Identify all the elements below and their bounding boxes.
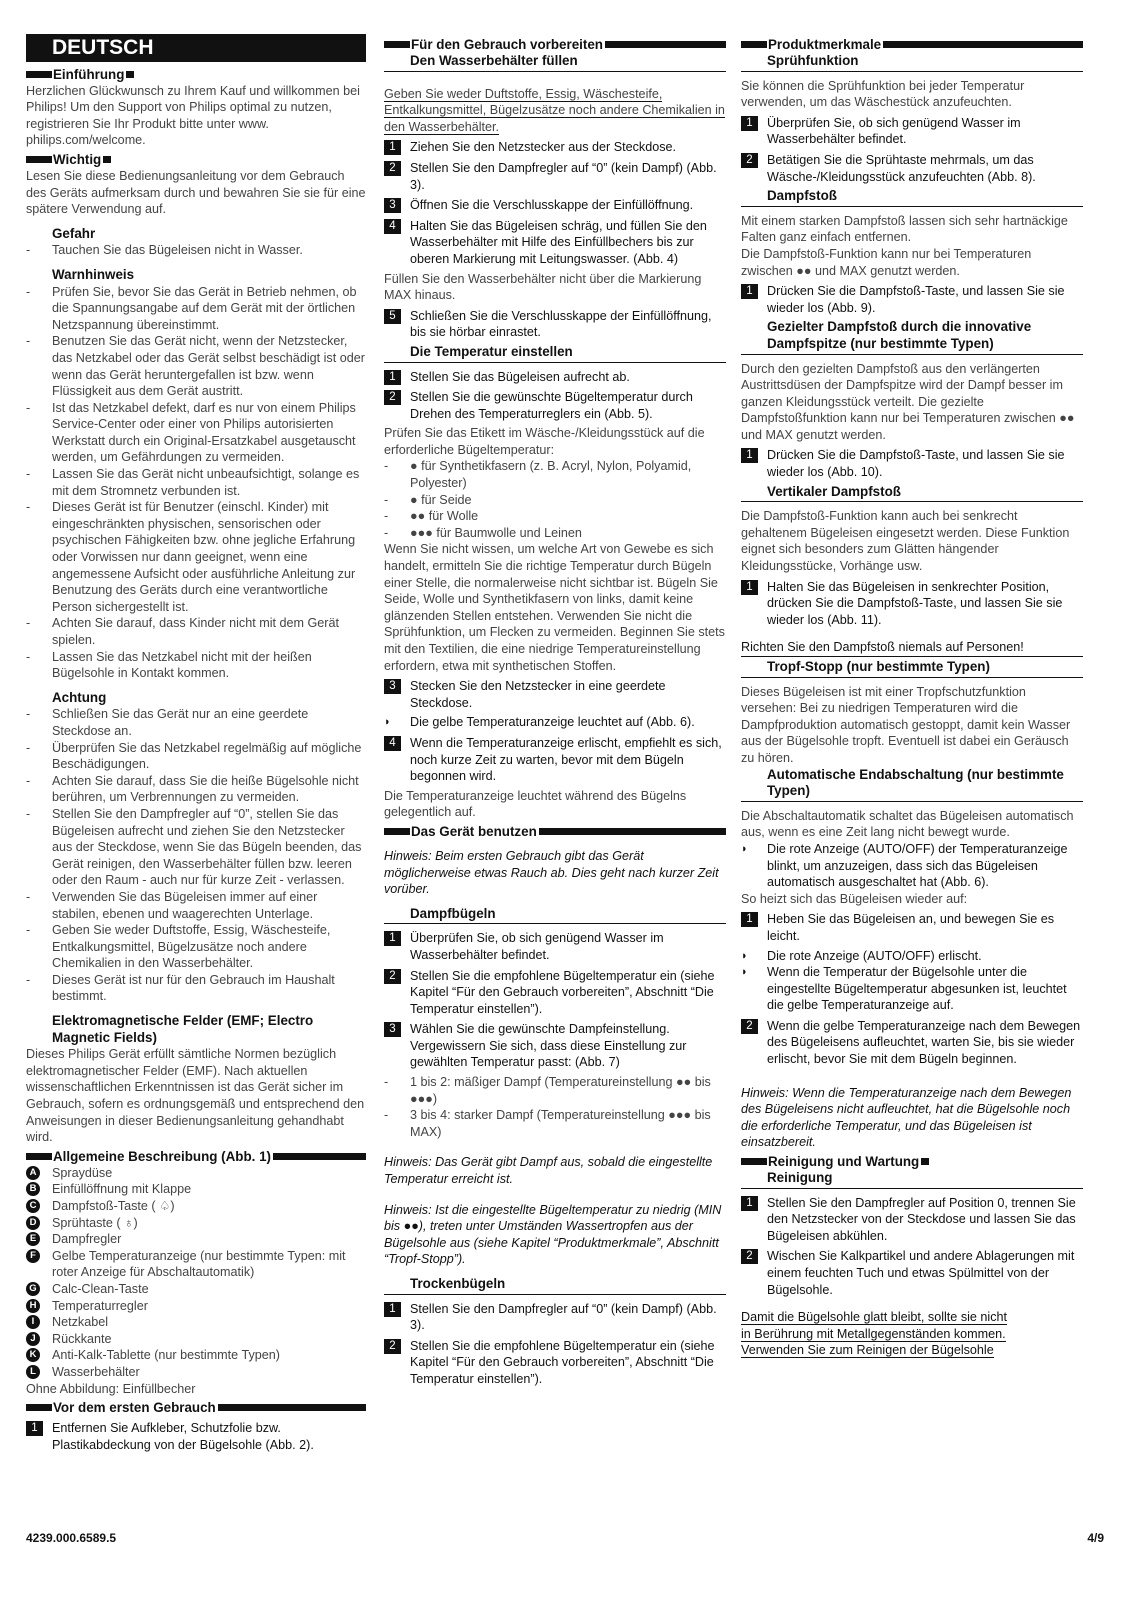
hint-text: Hinweis: Beim ersten Gebrauch gibt das Gerät möglicherweise etwas Rauch ab. Dies geht nach kurzer Zeit vorüber. <box>384 848 719 897</box>
step-item: 2 Stellen Sie die empfohlene Bügeltemperatur ein (siehe Kapitel “Für den Gebrauch vorbereiten”, Abschnitt “Die Temperatur einstellen”). <box>384 968 726 1018</box>
part-item: G Calc-Clean-Taste <box>26 1281 366 1298</box>
step-item: 2 Wischen Sie Kalkpartikel und andere Ablagerungen mit einem feuchten Tuch und etwas Spülmittel von der Bügelsohle. <box>741 1248 1083 1298</box>
list-item: - 3 bis 4: starker Dampf (Temperatureinstellung ●●● bis MAX) <box>384 1108 711 1139</box>
step-item: 1 Ziehen Sie den Netzstecker aus der Steckdose. <box>384 139 726 156</box>
list-item: - ●● für Wolle <box>384 509 479 524</box>
subheading-emf: Elektromagnetische Felder (EMF; Electro Magnetic Fields) <box>52 1013 314 1045</box>
section-heading-produktmerkmale: Produktmerkmale <box>741 36 1083 53</box>
subheading-endabschaltung: Automatische Endabschaltung (nur bestimmte Typen) <box>741 767 1083 802</box>
wichtig-text: Lesen Sie diese Bedienungsanleitung vor dem Gebrauch des Geräts aufmerksam durch und bewahren Sie sie für eine spätere Verwendung auf. <box>26 168 366 217</box>
list-item: - Überprüfen Sie das Netzkabel regelmäßig auf mögliche Beschädigungen. <box>26 740 362 772</box>
subheading-gefahr: Gefahr <box>52 225 96 241</box>
arrow-icon: ◗ <box>384 716 391 729</box>
step-item: 2 Stellen Sie die gewünschte Bügeltemperatur durch Drehen des Temperaturreglers ein (Abb. 5). <box>384 389 726 422</box>
column-3 <box>741 34 1083 1359</box>
hint-text: Hinweis: Wenn die Temperaturanzeige nach dem Bewegen des Bügeleisens nicht aufleuchtet, hat die Bügelsohle noch die erforderliche Temperatur, und das Bügeleisen ist einsatzbereit. <box>741 1085 1072 1150</box>
step-item: 1 Entfernen Sie Aufkleber, Schutzfolie bzw. Plastikabdeckung von der Bügelsohle (Abb. 2). <box>26 1420 366 1453</box>
list-item: - Stellen Sie den Dampfregler auf “0”, stellen Sie das Bügeleisen aufrecht und ziehen Sie den Netzstecker aus der Steckdose, wenn Sie das Bügeln beenden, das Gerät reinigen, den Wasserbehälter füllen bzw. leeren oder den Raum - auch nur für kurze Zeit - verlassen. <box>26 806 362 888</box>
step-item: 2 Betätigen Sie die Sprühtaste mehrmals, um das Wäsche-/Kleidungsstück anzufeuchten (Abb. 8). <box>741 152 1083 185</box>
step-item: 1 Stellen Sie den Dampfregler auf Position 0, trennen Sie den Netzstecker von der Steckdose und lassen Sie das Bügeleisen abkühlen. <box>741 1195 1083 1245</box>
subheading-vertikaler-dampfstoss: Vertikaler Dampfstoß <box>741 484 1083 503</box>
subheading-temperatur: Die Temperatur einstellen <box>384 344 726 363</box>
section-heading-geraet-benutzen: Das Gerät benutzen <box>384 823 726 840</box>
subheading-tropf-stopp: Tropf-Stopp (nur bestimmte Typen) <box>741 656 1083 678</box>
page-number: 4/9 <box>1087 1531 1104 1545</box>
step-item: 1 Stellen Sie das Bügeleisen aufrecht ab. <box>384 369 726 386</box>
list-item: - Schließen Sie das Gerät nur an eine geerdete Steckdose an. <box>26 707 309 738</box>
intro-text: Herzlichen Glückwunsch zu Ihrem Kauf und willkommen bei Philips! Um den Support von Philips optimal zu nutzen, registrieren Sie Ihr Produkt bitte unter www. philips.com/welcome. <box>26 83 360 148</box>
fill-note: Füllen Sie den Wasserbehälter nicht über die Markierung MAX hinaus. <box>384 271 702 303</box>
list-item: - Achten Sie darauf, dass Kinder nicht mit dem Gerät spielen. <box>26 616 339 647</box>
part-item: E Dampfregler <box>26 1231 366 1248</box>
section-heading-vor-dem-ersten-gebrauch: Vor dem ersten Gebrauch <box>26 1399 366 1416</box>
subheading-dampfstoss: Dampfstoß <box>741 188 1083 207</box>
part-item: A Spraydüse <box>26 1165 366 1182</box>
step-item: 1 Stellen Sie den Dampfregler auf “0” (kein Dampf) (Abb. 3). <box>384 1301 726 1334</box>
auto-text: Die Abschaltautomatik schaltet das Bügeleisen automatisch aus, wenn es eine Zeit lang nicht bewegt wurde. <box>741 808 1074 840</box>
step-item: 1 Drücken Sie die Dampfstoß-Taste, und lassen Sie sie wieder los (Abb. 9). <box>741 283 1083 316</box>
step-item: 1 Überprüfen Sie, ob sich genügend Wasser im Wasserbehälter befindet. <box>741 115 1083 148</box>
step-item: 2 Wenn die gelbe Temperaturanzeige nach dem Bewegen des Bügeleisens aufleuchtet, warten Sie, bis sie wieder erlischt, bevor Sie mit dem Bügeln beginnen. <box>741 1018 1083 1068</box>
list-item: - ●●● für Baumwolle und Leinen <box>384 525 582 540</box>
list-item: - Geben Sie weder Duftstoffe, Essig, Wäschesteife, Entkalkungsmittel, Bügelzusätze noch andere Chemikalien in den Wasserbehälter. <box>26 923 331 971</box>
section-heading-wichtig: Wichtig <box>26 151 366 168</box>
stoss-text-2: Die Dampfstoß-Funktion kann nur bei Temperaturen zwischen ●● und MAX genutzt werden. <box>741 246 1032 278</box>
spray-text: Sie können die Sprühfunktion bei jeder Temperatur verwenden, um das Wäschestück anzufeuchten. <box>741 78 1025 110</box>
list-item: - Verwenden Sie das Bügeleisen immer auf einer stabilen, ebenen und waagerechten Unterlage. <box>26 889 318 921</box>
document-code: 4239.000.6589.5 <box>26 1531 117 1545</box>
step-item: 1 Überprüfen Sie, ob sich genügend Wasser im Wasserbehälter befindet. <box>384 930 726 963</box>
step-item: 2 Stellen Sie die empfohlene Bügeltemperatur ein (siehe Kapitel “Für den Gebrauch vorbereiten”, Abschnitt “Die Temperatur einstellen”). <box>384 1338 726 1388</box>
temp-paragraph: Wenn Sie nicht wissen, um welche Art von Gewebe es sich handelt, ermitteln Sie die richtige Temperatur durch Bügeln einer Stelle, die normalerweise nicht sichtbar ist. Bügeln Sie Seide, Wolle und Synthetikfasern von links, damit keine glänzenden Stellen entstehen. Verwenden Sie nicht die Sprühfunktion, um Flecken zu vermeiden. Beginnen Sie stets mit den Textilien, die eine niedrige Temperatureinstellung erfordern, etwa mit synthetischen Stoffen. <box>384 542 725 673</box>
part-item: F Gelbe Temperaturanzeige (nur bestimmte Typen: mit roter Anzeige für Abschaltautomatik) <box>26 1248 366 1281</box>
part-item: L Wasserbehälter <box>26 1364 366 1381</box>
result-item: ◗ Wenn die Temperatur der Bügelsohle unter die eingestellte Bügeltemperatur abgesunken ist, leuchtet die gelbe Temperaturanzeige auf. <box>741 965 1067 1013</box>
step-item: 5 Schließen Sie die Verschlusskappe der Einfüllöffnung, bis sie hörbar einrastet. <box>384 308 726 341</box>
part-item: C Dampfstoß-Taste ( ♤) <box>26 1198 366 1215</box>
arrow-icon: ◗ <box>741 966 748 979</box>
result-item: ◗ Die rote Anzeige (AUTO/OFF) der Temperaturanzeige blinkt, um anzuzeigen, dass sich das Bügeleisen automatisch ausgeschaltet hat (Abb. 6). <box>741 841 1068 890</box>
subheading-wasserbehaelter: Den Wasserbehälter füllen <box>384 53 726 72</box>
subheading-gezielter-dampfstoss: Gezielter Dampfstoß durch die innovative Dampfspitze (nur bestimmte Typen) <box>741 319 1083 354</box>
list-item: - Dieses Gerät ist für Benutzer (einschl. Kinder) mit eingeschränkten physischen, sensorischen oder psychischen Fähigkeiten bzw. ohne jegliche Erfahrung oder Vorwissen nur dann geeignet, wenn eine angemessene Aufsicht oder ausführliche Anleitung zur Benutzung des Geräts durch eine verantwortliche Person sichergestellt ist. <box>26 500 356 614</box>
step-item: 3 Stecken Sie den Netzstecker in eine geerdete Steckdose. <box>384 678 726 711</box>
fill-warning: Geben Sie weder Duftstoffe, Essig, Wäschesteife, Entkalkungsmittel, Bügelzusätze noch andere Chemikalien in den Wasserbehälter. <box>384 86 725 134</box>
step-item: 1 Heben Sie das Bügeleisen an, und bewegen Sie es leicht. <box>741 911 1083 944</box>
cleaning-warning: Damit die Bügelsohle glatt bleibt, sollte sie nicht in Berührung mit Metallgegenständen kommen. Verwenden Sie zum Reinigen der Bügelsohle <box>741 1310 1008 1358</box>
stoss-text: Mit einem starken Dampfstoß lassen sich sehr hartnäckige Falten ganz einfach entfernen. <box>741 213 1068 245</box>
step-item: 1 Drücken Sie die Dampfstoß-Taste, und lassen Sie sie wieder los (Abb. 10). <box>741 447 1083 480</box>
subheading-achtung: Achtung <box>52 689 107 705</box>
subheading-reinigung: Reinigung <box>741 1170 1083 1189</box>
vert-warning: Richten Sie den Dampfstoß niemals auf Personen! <box>741 640 1024 655</box>
section-heading-einfuehrung: Einführung <box>26 66 366 83</box>
list-item: - 1 bis 2: mäßiger Dampf (Temperatureinstellung ●● bis ●●●) <box>384 1075 711 1106</box>
result-item: ◗ Die rote Anzeige (AUTO/OFF) erlischt. <box>741 948 982 963</box>
part-item: B Einfüllöffnung mit Klappe <box>26 1181 366 1198</box>
list-item: - Prüfen Sie, bevor Sie das Gerät in Betrieb nehmen, ob die Spannungsangabe auf dem Gerät mit der örtlichen Netzspannung übereinstimmt. <box>26 284 357 332</box>
subheading-dampfbuegeln: Dampfbügeln <box>384 906 726 925</box>
list-item: - ● für Synthetikfasern (z. B. Acryl, Nylon, Polyamid, Polyester) <box>384 459 692 491</box>
auto-so-text: So heizt sich das Bügeleisen wieder auf: <box>741 891 968 906</box>
hint-text: Hinweis: Ist die eingestellte Bügeltemperatur zu niedrig (MIN bis ●●), treten unter Umständen Wassertropfen aus der Bügelsohle aus (siehe Kapitel “Produktmerkmale”, Abschnitt “Tropf-Stopp”). <box>384 1202 722 1267</box>
part-item: I Netzkabel <box>26 1314 366 1331</box>
column-1 <box>26 34 366 1456</box>
step-item: 1 Halten Sie das Bügeleisen in senkrechter Position, drücken Sie die Dampfstoß-Taste, und lassen Sie sie wieder los (Abb. 11). <box>741 579 1083 629</box>
vert-text: Die Dampfstoß-Funktion kann auch bei senkrecht gehaltenem Bügeleisen eingesetzt werden. Diese Funktion eignet sich besonders zum Glätten hängender Kleidungsstücke, Vorhänge usw. <box>741 509 1070 574</box>
list-item: - Achten Sie darauf, dass Sie die heiße Bügelsohle nicht berühren, um Verbrennungen zu vermeiden. <box>26 773 359 805</box>
arrow-icon: ◗ <box>741 949 748 962</box>
step-item: 3 Öffnen Sie die Verschlusskappe der Einfüllöffnung. <box>384 197 726 214</box>
list-item: - Lassen Sie das Netzkabel nicht mit der heißen Bügelsohle in Kontakt kommen. <box>26 649 312 681</box>
hint-text: Hinweis: Das Gerät gibt Dampf aus, sobald die eingestellte Temperatur erreicht ist. <box>384 1155 713 1187</box>
step-item: 3 Wählen Sie die gewünschte Dampfeinstellung. Vergewissern Sie sich, dass diese Einstellung zur gewählten Temperatur passt: (Abb. 7) <box>384 1021 726 1071</box>
part-item: H Temperaturregler <box>26 1298 366 1315</box>
emf-text: Dieses Philips Gerät erfüllt sämtliche Normen bezüglich elektromagnetischer Felder (EMF). Nach aktuellen wissenschaftlichen Erkenntnissen ist das Gerät sicher im Gebrauch, sofern es ordnungsgemäß und entsprechend den Anweisungen in dieser Bedienungsanleitung gehandhabt wird. <box>26 1047 365 1145</box>
step-item: 4 Wenn die Temperaturanzeige erlischt, empfiehlt es sich, noch kurze Zeit zu warten, bevor mit dem Bügeln begonnen wird. <box>384 735 726 785</box>
column-2 <box>384 34 726 1391</box>
part-item: D Sprühtaste ( ♁) <box>26 1215 366 1232</box>
list-item: - Tauchen Sie das Bügeleisen nicht in Wasser. <box>26 243 303 258</box>
gezielt-text: Durch den gezielten Dampfstoß aus den verlängerten Austrittsdüsen der Dampfspitze wird der Dampf besser im ganzen Kleidungsstück verteilt. Die gezielte Dampfstoßfunktion kann nur bei Temperaturen zwischen ●● und MAX genutzt werden. <box>741 361 1075 442</box>
subheading-spruehfunktion: Sprühfunktion <box>741 53 1083 72</box>
step-item: 2 Stellen Sie den Dampfregler auf “0” (kein Dampf) (Abb. 3). <box>384 160 726 193</box>
list-item: - Benutzen Sie das Gerät nicht, wenn der Netzstecker, das Netzkabel oder das Gerät selbst beschädigt ist oder wenn das Gerät heruntergefallen ist bzw. wenn Flüssigkeit aus dem Gerät austritt. <box>26 334 365 399</box>
section-heading-allgemeine-beschreibung: Allgemeine Beschreibung (Abb. 1) <box>26 1148 366 1165</box>
temp-check-text: Prüfen Sie das Etikett im Wäsche-/Kleidungsstück auf die erforderliche Bügeltemperatur: <box>384 426 705 457</box>
list-item: - Ist das Netzkabel defekt, darf es nur von einem Philips Service-Center oder einer von Philips autorisierten Werkstatt durch ein Original-Ersatzkabel ausgetauscht werden, um Gefährdungen zu vermeiden. <box>26 400 356 465</box>
ohne-abbildung: Ohne Abbildung: Einfüllbecher <box>26 1381 196 1396</box>
list-item: - Lassen Sie das Gerät nicht unbeaufsichtigt, solange es mit dem Stromnetz verbunden ist. <box>26 467 360 498</box>
subheading-trockenbuegeln: Trockenbügeln <box>384 1276 726 1295</box>
tropf-text: Dieses Bügeleisen ist mit einer Tropfschutzfunktion versehen: Bei zu niedrigen Temperaturen wird die Dampfproduktion automatisch gestoppt, damit kein Wasser aus der Bügelsohle tropft. Eventuell ist dabei ein Geräusch zu hören. <box>741 684 1071 765</box>
arrow-icon: ◗ <box>741 842 748 855</box>
part-item: J Rückkante <box>26 1331 366 1348</box>
section-heading-reinigung-und-wartung: Reinigung und Wartung <box>741 1153 1083 1170</box>
list-item: - Dieses Gerät ist nur für den Gebrauch im Haushalt bestimmt. <box>26 972 335 1004</box>
language-label: DEUTSCH <box>26 34 366 62</box>
subheading-warnhinweis: Warnhinweis <box>52 266 135 282</box>
temp-note: Die Temperaturanzeige leuchtet während des Bügelns gelegentlich auf. <box>384 788 687 820</box>
step-item: 4 Halten Sie das Bügeleisen schräg, und füllen Sie den Wasserbehälter mit Hilfe des Einfüllbechers bis zur oberen Markierung mit Leitungswasser. (Abb. 4) <box>384 218 726 268</box>
section-heading-vorbereiten: Für den Gebrauch vorbereiten <box>384 36 726 53</box>
list-item: - ● für Seide <box>384 492 472 507</box>
part-item: K Anti-Kalk-Tablette (nur bestimmte Typen) <box>26 1347 366 1364</box>
result-item: ◗ Die gelbe Temperaturanzeige leuchtet auf (Abb. 6). <box>384 715 695 730</box>
